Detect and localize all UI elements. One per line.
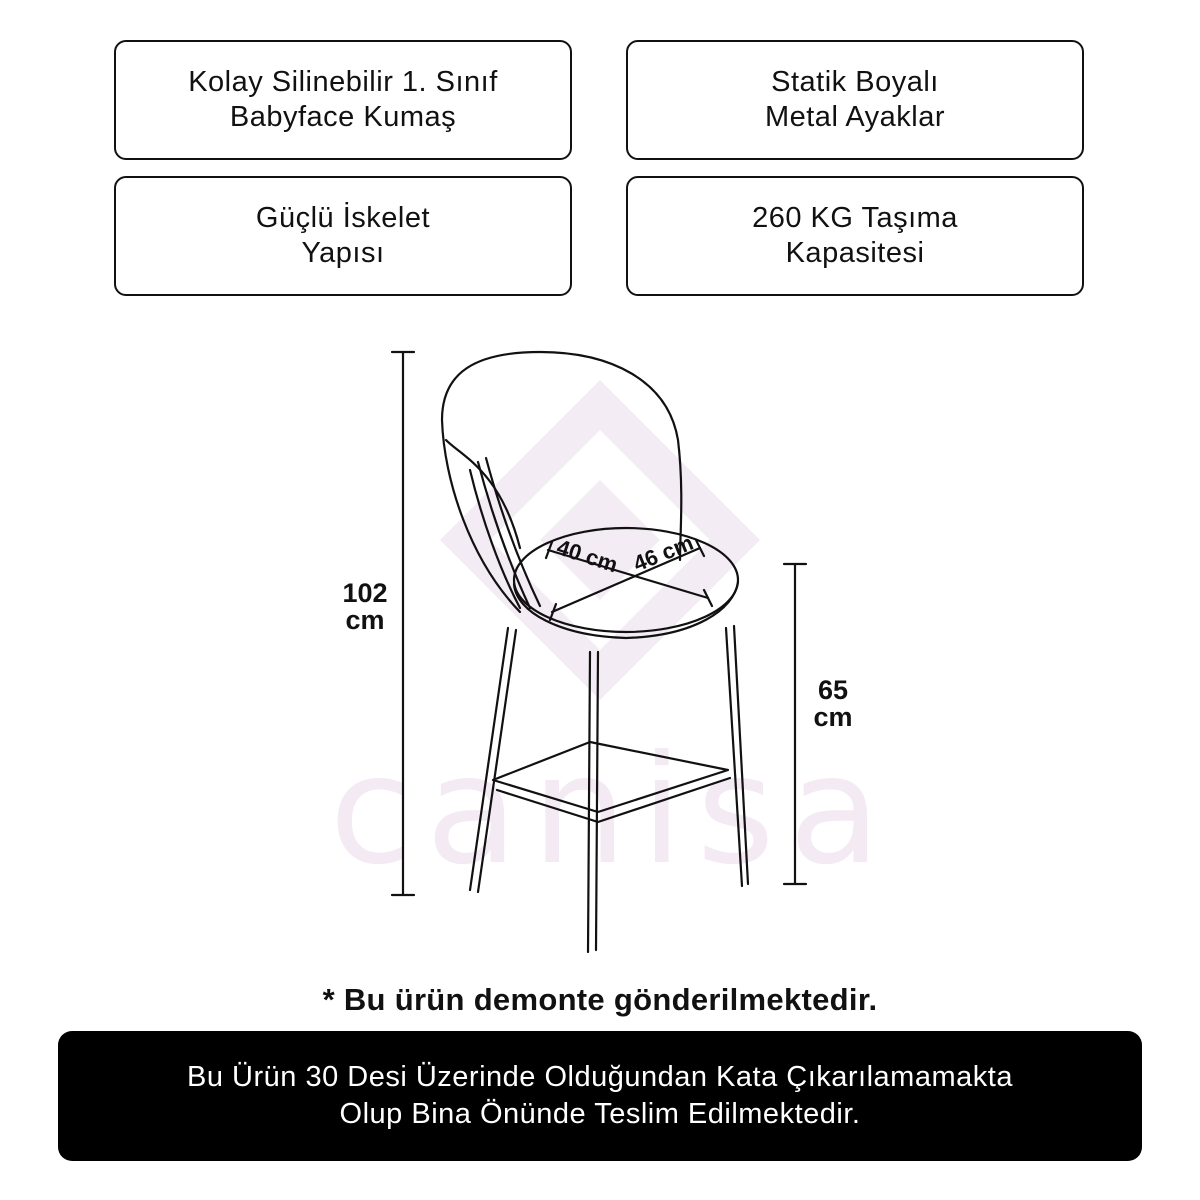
feature-text-line1: 260 KG Taşıma [752, 202, 958, 234]
feature-text-line2: Metal Ayaklar [764, 101, 946, 133]
disassembled-notice: * Bu ürün demonte gönderilmektedir. [322, 982, 878, 1017]
feature-text-line1: Güçlü İskelet [255, 202, 431, 234]
feature-text-line1: Kolay Silinebilir 1. Sınıf [188, 66, 498, 98]
seat-height-unit: cm [813, 702, 853, 732]
seat-height-label [798, 677, 868, 731]
seat-height-value: 65 [817, 675, 849, 705]
seat-width-label: 40 cm [553, 534, 621, 578]
watermark-text: canisa [329, 724, 895, 898]
total-height-value: 102 [342, 578, 388, 608]
feature-text-line2: Babyface Kumaş [229, 101, 457, 133]
seat-depth-label: 46 cm [629, 529, 697, 577]
feature-text-line2: Yapısı [301, 237, 385, 269]
feature-text-line1: Statik Boyalı [771, 66, 939, 98]
delivery-banner [58, 1031, 1142, 1161]
total-height-label [330, 580, 400, 634]
delivery-text-line1: Bu Ürün 30 Desi Üzerinde Olduğundan Kata Çıkarılamamakta [187, 1061, 1013, 1093]
delivery-text-line2: Olup Bina Önünde Teslim Edilmektedir. [339, 1098, 861, 1130]
watermark-logo [440, 380, 760, 700]
feature-text-line2: Kapasitesi [785, 237, 925, 269]
total-height-unit: cm [345, 605, 385, 635]
